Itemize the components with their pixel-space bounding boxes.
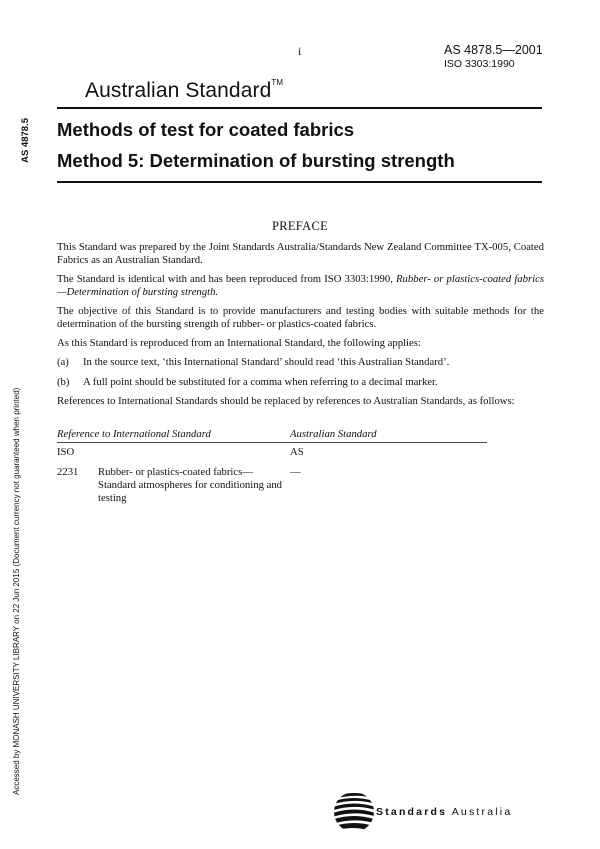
paragraph-2-title: Rubber- or plastics-coated fabrics—Determination of bursting strength. (57, 273, 545, 298)
table-header-rule (57, 442, 487, 443)
document-title: Methods of test for coated fabrics (57, 119, 355, 140)
preface-paragraph-4: As this Standard is reproduced from an International Standard, the following applies: (57, 337, 421, 349)
standards-australia-wordmark (376, 806, 512, 818)
preface-paragraph-1: This Standard was prepared by the Joint Standards Australia/Standards New Zealand Committee TX-005, Coated Fabrics as an Australian Standard. (57, 241, 544, 266)
brand-text: Australian Standard (85, 79, 272, 102)
table-cell-code: 2231 (57, 466, 79, 478)
paragraph-2-text: The Standard is identical with and has been reproduced from ISO 3303:1990, (57, 273, 397, 285)
iso-number: ISO 3303:1990 (444, 58, 515, 70)
bottom-rule (57, 181, 542, 183)
table-cell-iso: ISO (57, 446, 75, 458)
trademark-mark: TM (271, 78, 284, 87)
preface-heading: PREFACE (271, 219, 329, 233)
wordmark-standards: Standards (376, 806, 448, 818)
list-text: In the source text, ‘this International Standard’ should read ‘this Australian Standard’. (83, 356, 450, 368)
table-header-australian: Australian Standard (290, 428, 377, 440)
standards-australia-logo-icon (332, 788, 376, 836)
table-cell-description: Rubber- or plastics-coated fabrics—Standard atmospheres for conditioning and testing (98, 466, 283, 504)
side-standard-code: AS 4878.5 (20, 118, 31, 163)
preface-paragraph-5: References to International Standards should be replaced by references to Australian Standards, as follows: (57, 395, 515, 407)
page-number: i (298, 44, 302, 58)
table-header-international: Reference to International Standard (57, 428, 211, 440)
standard-number: AS 4878.5—2001 (444, 43, 543, 57)
list-item (57, 356, 544, 369)
wordmark-australia: Australia (451, 806, 513, 818)
document-subtitle: Method 5: Determination of bursting strength (57, 150, 455, 171)
list-marker: (b) (57, 376, 70, 388)
top-rule (57, 107, 542, 109)
list-item (57, 376, 544, 389)
table-cell-as: AS (290, 446, 304, 458)
list-marker: (a) (57, 356, 69, 368)
preface-paragraph-3: The objective of this Standard is to provide manufacturers and testing bodies with suitable methods for the determination of the bursting strength of rubber- or plastics-coated fabrics. (57, 305, 544, 330)
list-text: A full point should be substituted for a comma when referring to a decimal marker. (83, 376, 438, 388)
preface-paragraph-2 (57, 273, 544, 299)
brand-heading (85, 78, 283, 103)
table-cell-equivalent: — (290, 466, 301, 478)
access-margin-note: Accessed by MONASH UNIVERSITY LIBRARY on 22 Jun 2015 (Document currency not guaranteed when printed) (12, 387, 21, 795)
